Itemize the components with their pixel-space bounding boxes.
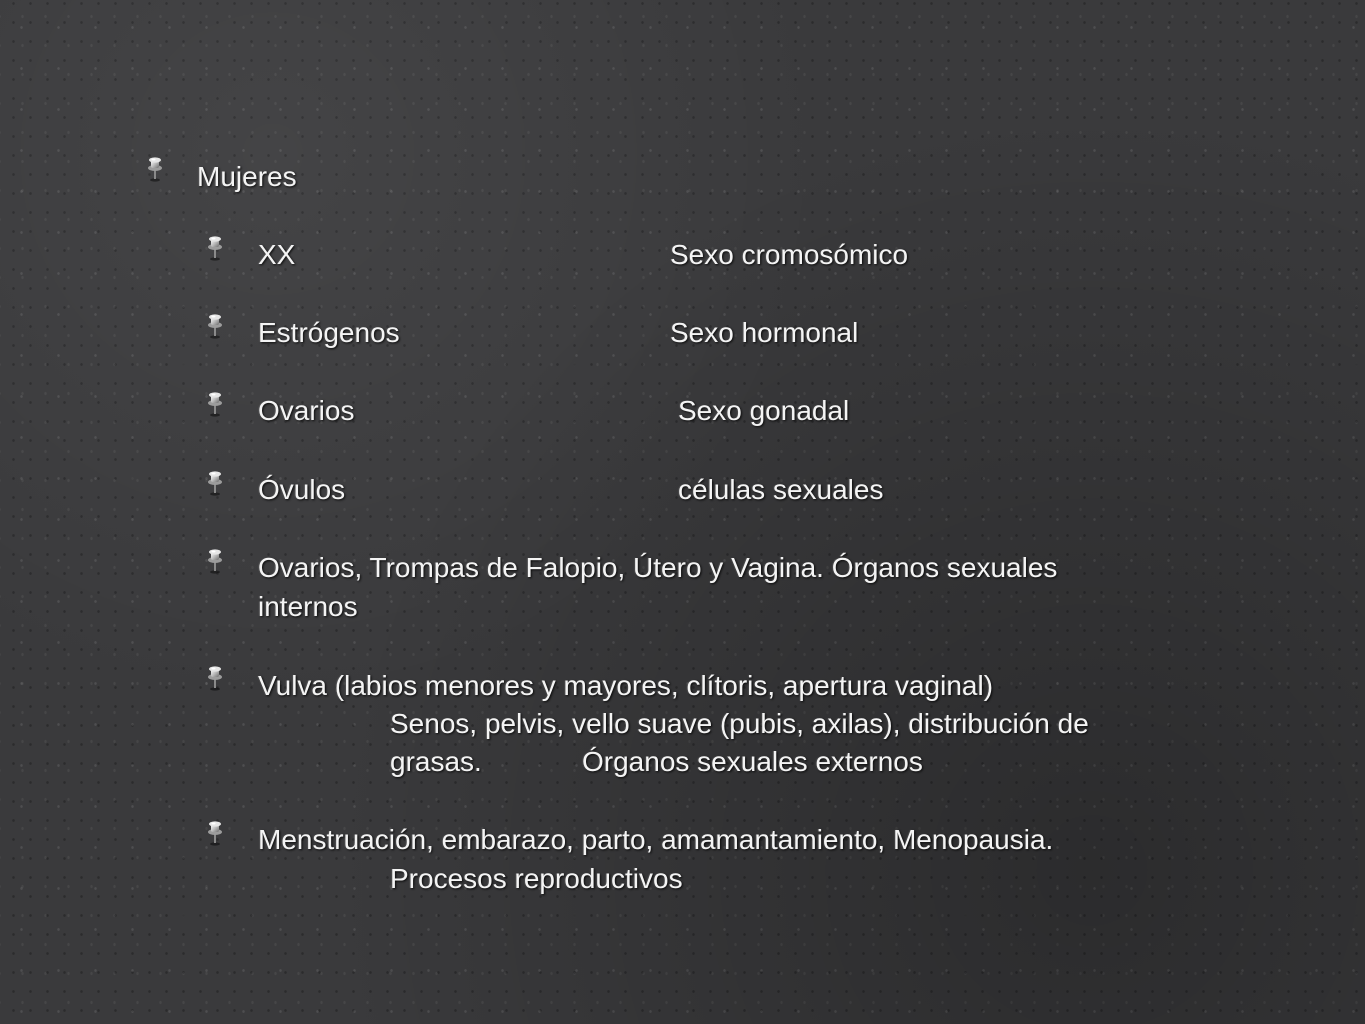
row-value-sexo-gonadal: Sexo gonadal: [678, 395, 850, 426]
pushpin-bullet-icon: [206, 235, 224, 261]
row-label-ovulos: Óvulos: [258, 474, 346, 505]
externos-line-1: Vulva (labios menores y mayores, clítoris, apertura vaginal): [258, 670, 994, 701]
procesos-line-2: Procesos reproductivos: [390, 863, 683, 894]
row-label-estrogenos: Estrógenos: [258, 317, 400, 348]
pushpin-bullet-icon: [206, 820, 224, 846]
row-value-sexo-hormonal: Sexo hormonal: [670, 317, 859, 348]
row-value-sexo-cromosomico: Sexo cromosómico: [670, 239, 909, 270]
pushpin-bullet-icon: [206, 470, 224, 496]
row-label-xx: XX: [258, 239, 296, 270]
pushpin-bullet-icon: [206, 665, 224, 691]
heading-mujeres: Mujeres: [197, 161, 297, 192]
procesos-line-1: Menstruación, embarazo, parto, amamantamiento, Menopausia.: [258, 824, 1054, 855]
pushpin-bullet-icon: [206, 313, 224, 339]
internos-line-2: internos: [258, 591, 358, 622]
pushpin-bullet-icon: [146, 156, 164, 182]
externos-line-2: Senos, pelvis, vello suave (pubis, axilas), distribución de: [390, 708, 1089, 739]
row-value-celulas-sexuales: células sexuales: [678, 474, 884, 505]
externos-line-3b: Órganos sexuales externos: [582, 746, 923, 777]
pushpin-bullet-icon: [206, 548, 224, 574]
internos-line-1: Ovarios, Trompas de Falopio, Útero y Vagina. Órganos sexuales: [258, 552, 1058, 583]
row-label-ovarios: Ovarios: [258, 395, 355, 426]
externos-line-3a: grasas.: [390, 746, 482, 777]
pushpin-bullet-icon: [206, 391, 224, 417]
